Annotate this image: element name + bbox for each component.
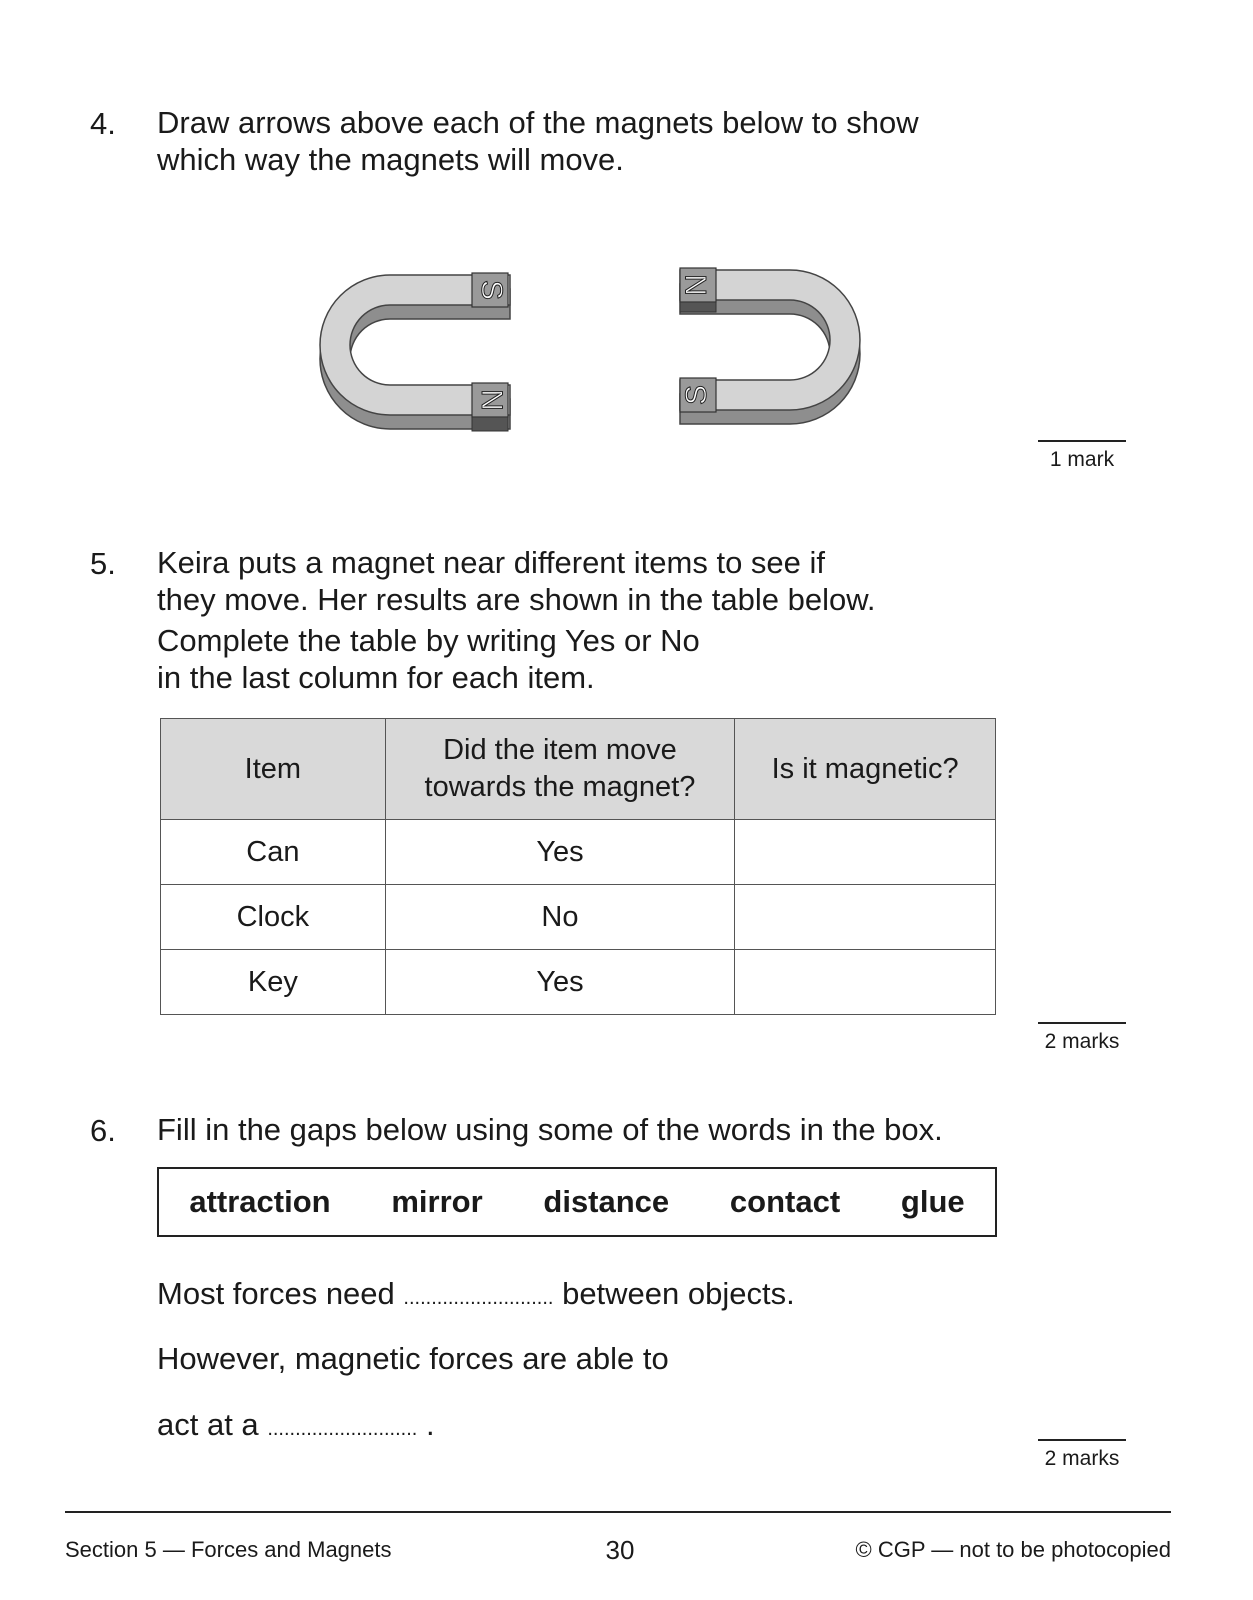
table-row: [161, 950, 996, 1015]
question-5-line-4: in the last column for each item.: [157, 660, 595, 695]
word-option: glue: [900, 1184, 965, 1219]
question-5-line-3: Complete the table by writing Yes or No: [157, 623, 700, 658]
header-moved: [385, 719, 735, 820]
footer-rule: [65, 1511, 1171, 1513]
header-item: Item: [161, 719, 386, 820]
table-row: [161, 820, 996, 885]
question-5-text: [157, 544, 876, 696]
sentence-1: [157, 1275, 795, 1317]
footer-page-number: 30: [605, 1535, 635, 1565]
sentence-1-end: between objects.: [562, 1276, 795, 1311]
header-magnetic: Is it magnetic?: [735, 719, 996, 820]
question-6-marks-label: 2 marks: [1044, 1447, 1120, 1470]
gap-1[interactable]: ...........................: [403, 1287, 554, 1309]
question-5-marks: [1038, 1022, 1126, 1054]
question-6-instruction: Fill in the gaps below using some of the words in the box.: [157, 1112, 943, 1147]
footer-section: Section 5 — Forces and Magnets: [65, 1537, 392, 1562]
right-magnet-bottom-pole-label: S: [679, 384, 713, 406]
footer-copyright: © CGP — not to be photocopied: [855, 1537, 1171, 1562]
results-table-header-row: [161, 719, 996, 820]
left-horseshoe-magnet: [320, 273, 510, 431]
word-box: [157, 1167, 997, 1237]
cell-moved: Yes: [385, 950, 735, 1015]
header-moved-line-1: Did the item move: [443, 734, 677, 766]
question-4-marks-label: 1 mark: [1049, 448, 1115, 471]
header-moved-line-2: towards the magnet?: [424, 771, 696, 803]
cell-magnetic-answer[interactable]: [735, 820, 996, 885]
word-option: distance: [543, 1184, 670, 1219]
cell-moved: Yes: [385, 820, 735, 885]
question-5-line-1: Keira puts a magnet near different items to see if: [157, 545, 826, 580]
sentence-1-start: Most forces need: [157, 1276, 395, 1311]
cell-moved: No: [385, 885, 735, 950]
left-magnet-top-pole-label: S: [475, 279, 509, 301]
sentence-2: However, magnetic forces are able to: [157, 1341, 669, 1376]
results-table: [160, 718, 996, 1015]
right-horseshoe-magnet: [680, 268, 860, 424]
question-4-line-2: which way the magnets will move.: [157, 142, 624, 177]
question-4-number: 4.: [90, 106, 116, 141]
sentence-3-end: .: [425, 1407, 435, 1442]
right-magnet-top-pole-label: N: [679, 274, 713, 296]
table-row: [161, 885, 996, 950]
cell-magnetic-answer[interactable]: [735, 950, 996, 1015]
word-option: attraction: [189, 1184, 331, 1219]
question-5-number: 5.: [90, 546, 116, 581]
word-option: contact: [729, 1184, 841, 1219]
left-magnet-bottom-pole-label: N: [475, 389, 509, 411]
question-6-marks: [1038, 1439, 1126, 1471]
word-option: mirror: [391, 1184, 483, 1219]
question-5-line-2: they move. Her results are shown in the table below.: [157, 582, 876, 617]
question-4-text: [157, 104, 919, 178]
question-4-line-1: Draw arrows above each of the magnets below to show: [157, 105, 919, 140]
cell-item: Key: [161, 950, 386, 1015]
cell-magnetic-answer[interactable]: [735, 885, 996, 950]
sentence-3-start: act at a: [157, 1407, 259, 1442]
cell-item: Clock: [161, 885, 386, 950]
cell-item: Can: [161, 820, 386, 885]
question-6-number: 6.: [90, 1113, 116, 1148]
sentence-3: [157, 1406, 435, 1448]
question-4-marks: [1038, 440, 1126, 472]
question-5-marks-label: 2 marks: [1044, 1030, 1120, 1053]
horseshoe-magnets-illustration: [300, 255, 910, 455]
gap-2[interactable]: ...........................: [267, 1418, 418, 1440]
